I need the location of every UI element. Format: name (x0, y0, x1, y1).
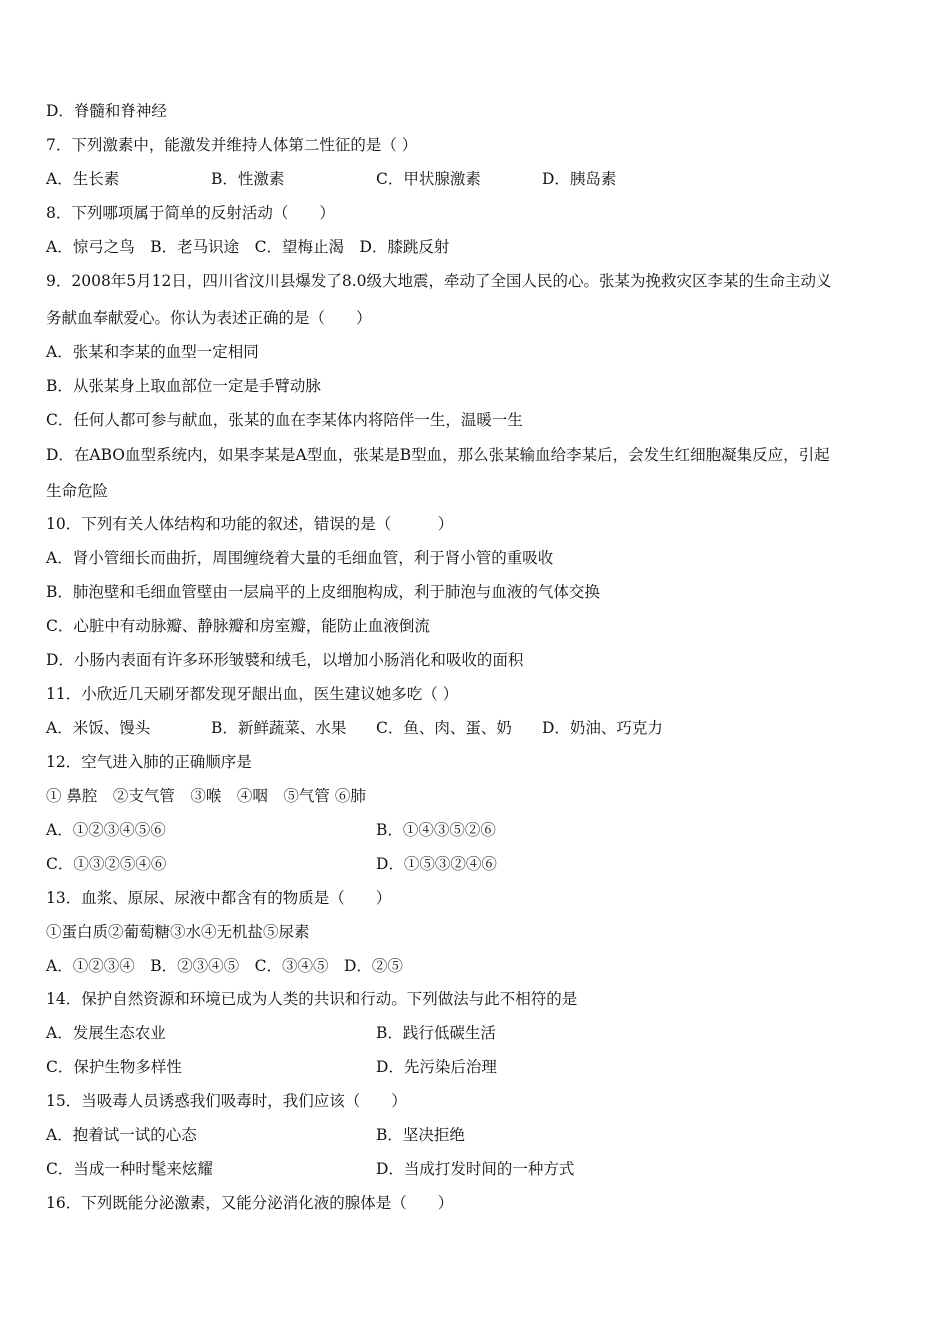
q9-option-d-line1: D．在ABO血型系统内，如果李某是A型血，张某是B型血，那么张某输血给李某后，会发生红细胞凝集反应，引起 (46, 446, 830, 464)
q14-option-c: C．保护生物多样性 (46, 1058, 182, 1076)
question-10: 10．下列有关人体结构和功能的叙述，错误的是（ ） (46, 515, 454, 533)
q6-option-d: D．脊髓和脊神经 (46, 102, 167, 120)
q12-option-d: D．①⑤③②④⑥ (376, 855, 497, 873)
q10-option-b: B．肺泡壁和毛细血管壁由一层扁平的上皮细胞构成，利于肺泡与血液的气体交换 (46, 583, 600, 601)
question-9-line2: 务献血奉献爱心。你认为表述正确的是（ ） (46, 309, 372, 327)
q12-items: ① 鼻腔 ②支气管 ③喉 ④咽 ⑤气管 ⑥肺 (46, 787, 366, 805)
q9-option-c: C．任何人都可参与献血，张某的血在李某体内将陪伴一生，温暖一生 (46, 411, 523, 429)
q11-option-d: D．奶油、巧克力 (542, 719, 663, 737)
q9-option-a: A．张某和李某的血型一定相同 (46, 343, 259, 361)
q7-option-a: A．生长素 (46, 170, 120, 188)
q11-option-b: B．新鲜蔬菜、水果 (211, 719, 347, 737)
q15-option-a: A．抱着试一试的心态 (46, 1126, 197, 1144)
question-7: 7．下列激素中，能激发并维持人体第二性征的是（ ） (46, 136, 418, 154)
q12-option-a: A．①②③④⑤⑥ (46, 821, 166, 839)
q11-option-c: C．鱼、肉、蛋、奶 (376, 719, 512, 737)
q10-option-c: C．心脏中有动脉瓣、静脉瓣和房室瓣，能防止血液倒流 (46, 617, 430, 635)
question-16: 16．下列既能分泌激素，又能分泌消化液的腺体是（ ） (46, 1194, 454, 1212)
q12-option-c: C．①③②⑤④⑥ (46, 855, 167, 873)
q13-items: ①蛋白质②葡萄糖③水④无机盐⑤尿素 (46, 923, 310, 941)
q14-option-a: A．发展生态农业 (46, 1024, 166, 1042)
q9-option-b: B．从张某身上取血部位一定是手臂动脉 (46, 377, 321, 395)
q10-option-a: A．肾小管细长而曲折，周围缠绕着大量的毛细血管，利于肾小管的重吸收 (46, 549, 554, 567)
question-9-line1: 9．2008年5月12日，四川省汶川县爆发了8.0级大地震，牵动了全国人民的心。张某为挽救灾区李某的生命主动义 (46, 272, 832, 290)
q14-option-d: D．先污染后治理 (376, 1058, 497, 1076)
q12-option-b: B．①④③⑤②⑥ (376, 821, 496, 839)
q7-option-c: C．甲状腺激素 (376, 170, 481, 188)
question-12: 12．空气进入肺的正确顺序是 (46, 753, 252, 771)
q7-option-d: D．胰岛素 (542, 170, 617, 188)
question-13: 13．血浆、原尿、尿液中都含有的物质是（ ） (46, 889, 392, 907)
q8-options: A．惊弓之鸟 B．老马识途 C．望梅止渴 D．膝跳反射 (46, 238, 450, 256)
q15-option-d: D．当成打发时间的一种方式 (376, 1160, 575, 1178)
q13-options: A．①②③④ B．②③④⑤ C．③④⑤ D．②⑤ (46, 957, 403, 975)
q15-option-b: B．坚决拒绝 (376, 1126, 465, 1144)
question-11: 11．小欣近几天刷牙都发现牙龈出血，医生建议她多吃（ ） (46, 685, 459, 703)
q9-option-d-line2: 生命危险 (46, 482, 109, 500)
q11-option-a: A．米饭、馒头 (46, 719, 151, 737)
q7-option-b: B．性激素 (211, 170, 285, 188)
question-15: 15．当吸毒人员诱惑我们吸毒时，我们应该（ ） (46, 1092, 407, 1110)
q10-option-d: D．小肠内表面有许多环形皱襞和绒毛，以增加小肠消化和吸收的面积 (46, 651, 524, 669)
q14-option-b: B．践行低碳生活 (376, 1024, 496, 1042)
q15-option-c: C．当成一种时髦来炫耀 (46, 1160, 213, 1178)
question-14: 14．保护自然资源和环境已成为人类的共识和行动。下列做法与此不相符的是 (46, 990, 578, 1008)
question-8: 8．下列哪项属于简单的反射活动（ ） (46, 204, 335, 222)
